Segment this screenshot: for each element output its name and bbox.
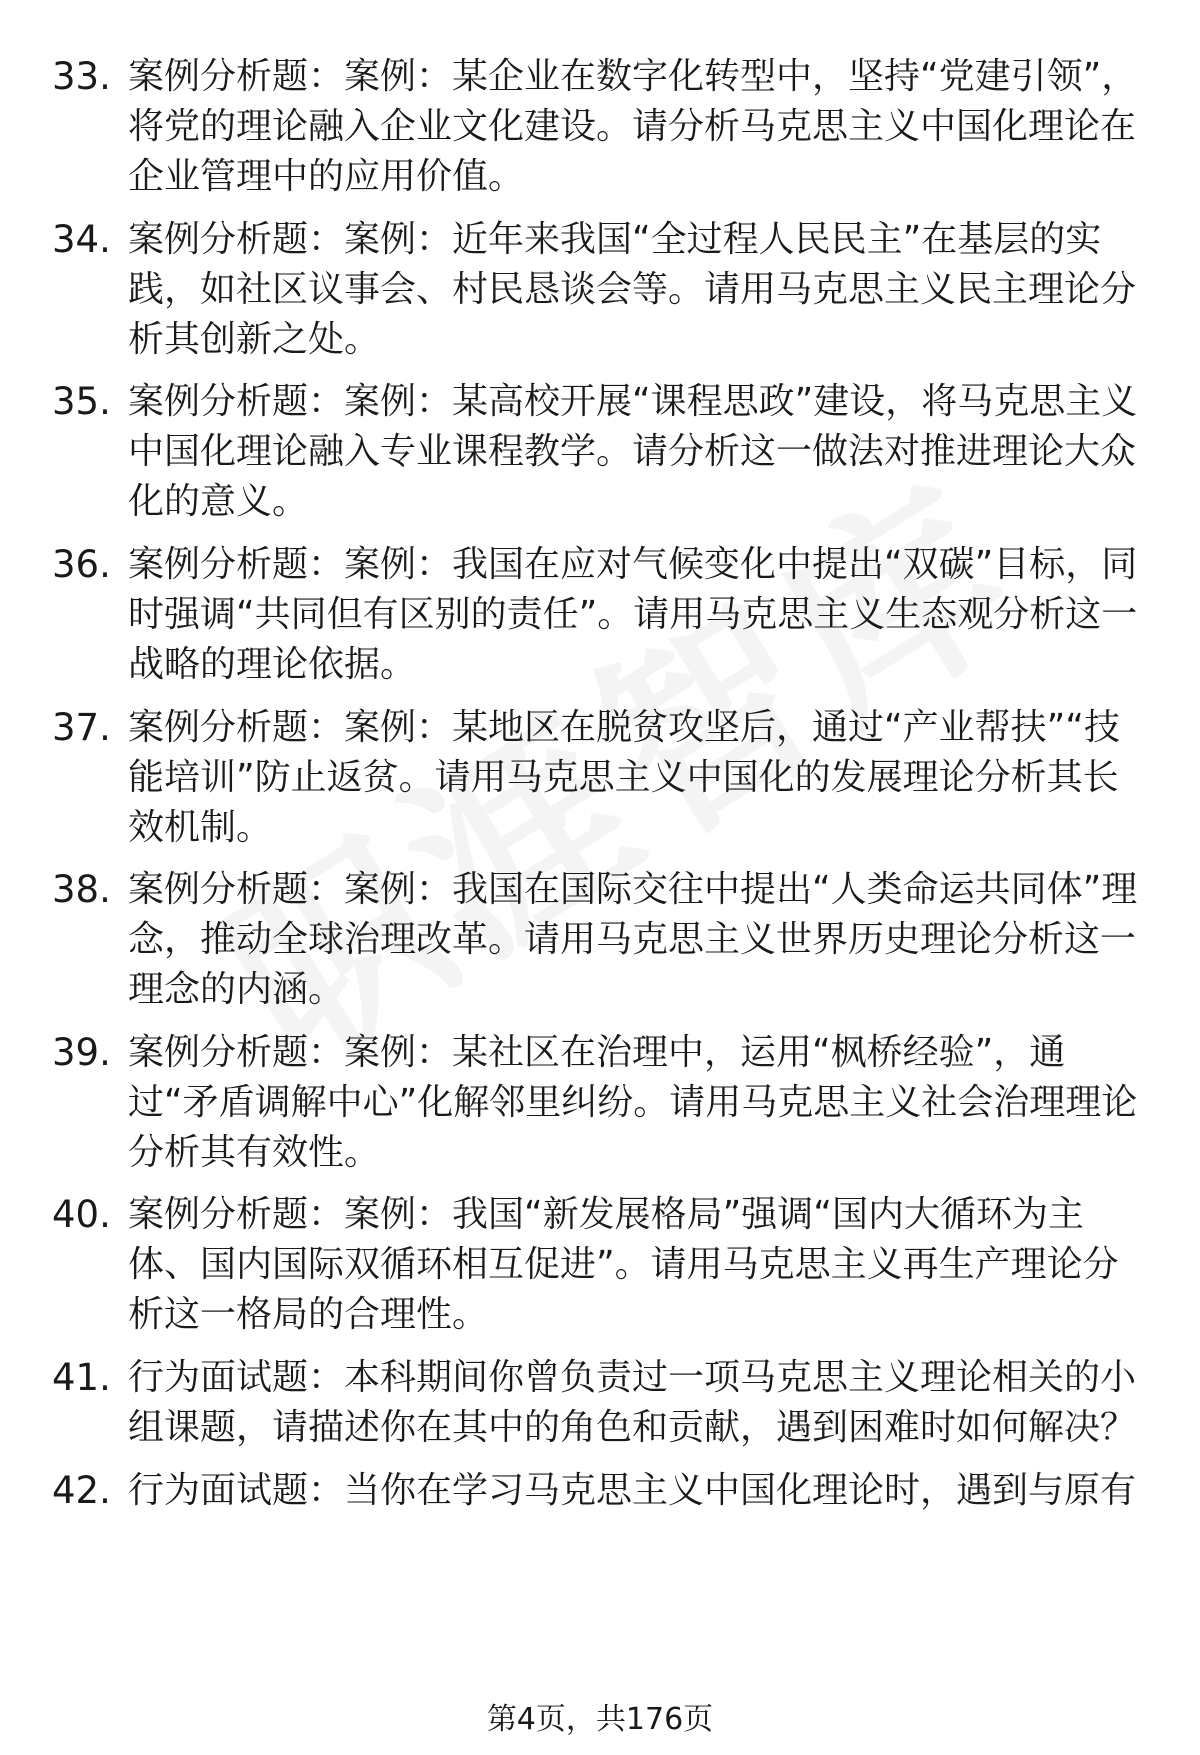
question-number: 41.	[52, 1356, 111, 1399]
question-number: 37.	[52, 706, 111, 749]
question-number: 36.	[52, 543, 111, 586]
question-text: 案例分析题：案例：我国在国际交往中提出“人类命运共同体”理念，推动全球治理改革。请用马克思主义世界历史理论分析这一理念的内涵。	[128, 869, 1138, 1010]
question-text: 行为面试题：当你在学习马克思主义中国化理论时，遇到与原有	[128, 1470, 1137, 1511]
question-number: 35.	[52, 380, 111, 423]
question-number: 39.	[52, 1031, 111, 1074]
question-number: 33.	[52, 55, 111, 98]
question-number: 38.	[52, 868, 111, 911]
question-text: 案例分析题：案例：某地区在脱贫攻坚后，通过“产业帮扶”“技能培训”防止返贫。请用马克思主义中国化的发展理论分析其长效机制。	[128, 707, 1120, 848]
question-text: 案例分析题：案例：某社区在治理中，运用“枫桥经验”，通过“矛盾调解中心”化解邻里纠纷。请用马克思主义社会治理理论分析其有效性。	[128, 1032, 1138, 1173]
question-text: 案例分析题：案例：某高校开展“课程思政”建设，将马克思主义中国化理论融入专业课程教学。请分析这一做法对推进理论大众化的意义。	[128, 381, 1138, 522]
question-text: 行为面试题：本科期间你曾负责过一项马克思主义理论相关的小组课题，请描述你在其中的角色和贡献，遇到困难时如何解决？	[128, 1357, 1137, 1448]
question-text: 案例分析题：案例：某企业在数字化转型中，坚持“党建引领”，将党的理论融入企业文化建设。请分析马克思主义中国化理论在企业管理中的应用价值。	[128, 56, 1138, 197]
question-number: 42.	[52, 1469, 111, 1512]
question-number: 34.	[52, 218, 111, 261]
page-footer: 第4页，共176页	[486, 1702, 714, 1737]
question-text: 案例分析题：案例：我国在应对气候变化中提出“双碳”目标，同时强调“共同但有区别的责任”。请用马克思主义生态观分析这一战略的理论依据。	[128, 544, 1138, 685]
question-text: 案例分析题：案例：近年来我国“全过程人民民主”在基层的实践，如社区议事会、村民恳谈会等。请用马克思主义民主理论分析其创新之处。	[128, 219, 1137, 360]
question-text: 案例分析题：案例：我国“新发展格局”强调“国内大循环为主体、国内国际双循环相互促进”。请用马克思主义再生产理论分析这一格局的合理性。	[128, 1194, 1119, 1335]
question-number: 40.	[52, 1193, 111, 1236]
